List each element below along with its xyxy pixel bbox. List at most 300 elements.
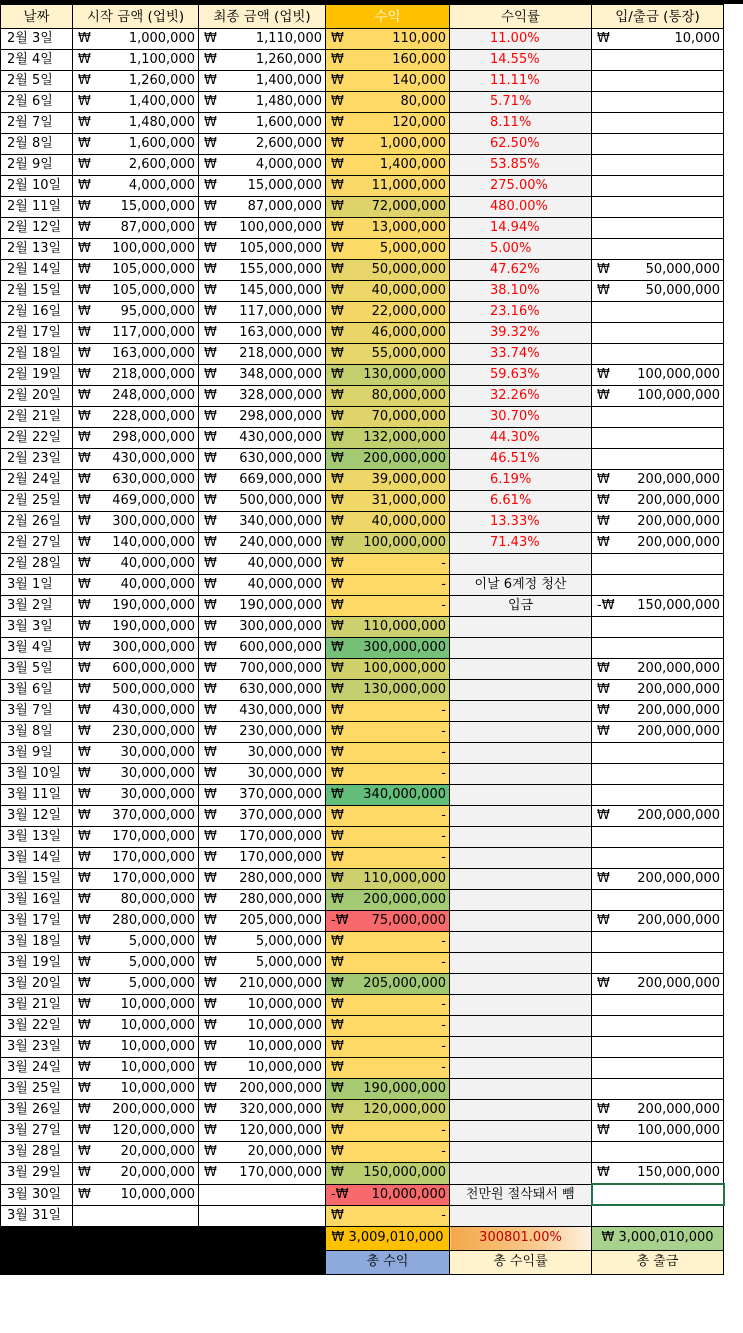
date-cell[interactable]: 3월 19일 (1, 953, 73, 974)
start-amount-cell[interactable] (73, 1205, 199, 1226)
start-amount-cell[interactable] (73, 113, 199, 134)
date-cell[interactable]: 2월 18일 (1, 344, 73, 365)
date-cell[interactable]: 3월 22일 (1, 1016, 73, 1037)
profit-cell[interactable] (326, 449, 450, 470)
deposit-withdraw-cell[interactable] (592, 1079, 724, 1100)
total-blank[interactable] (73, 1226, 199, 1250)
deposit-withdraw-cell[interactable] (592, 827, 724, 848)
deposit-withdraw-cell[interactable] (592, 743, 724, 764)
profit-cell[interactable] (326, 932, 450, 953)
end-amount-cell[interactable] (199, 974, 326, 995)
end-amount-cell[interactable] (199, 470, 326, 491)
rate-cell[interactable]: 6.61% (450, 491, 592, 512)
label-total-profit[interactable]: 총 수익 (326, 1250, 450, 1274)
deposit-withdraw-cell[interactable] (592, 659, 724, 680)
deposit-withdraw-cell[interactable] (592, 701, 724, 722)
profit-cell[interactable] (326, 1121, 450, 1142)
start-amount-cell[interactable] (73, 638, 199, 659)
start-amount-cell[interactable] (73, 827, 199, 848)
profit-cell[interactable] (326, 512, 450, 533)
date-cell[interactable]: 2월 19일 (1, 365, 73, 386)
rate-cell[interactable]: 71.43% (450, 533, 592, 554)
start-amount-cell[interactable] (73, 974, 199, 995)
date-cell[interactable]: 3월 30일 (1, 1184, 73, 1205)
date-cell[interactable]: 3월 3일 (1, 617, 73, 638)
rate-cell[interactable] (450, 743, 592, 764)
date-cell[interactable]: 2월 26일 (1, 512, 73, 533)
deposit-withdraw-cell[interactable] (592, 1163, 724, 1185)
start-amount-cell[interactable] (73, 1184, 199, 1205)
deposit-withdraw-cell[interactable] (592, 449, 724, 470)
deposit-withdraw-cell[interactable] (592, 239, 724, 260)
header-date[interactable]: 날짜 (1, 5, 73, 29)
start-amount-cell[interactable] (73, 449, 199, 470)
profit-cell[interactable] (326, 722, 450, 743)
profit-cell[interactable] (326, 953, 450, 974)
rate-cell[interactable]: 5.71% (450, 92, 592, 113)
date-cell[interactable]: 3월 11일 (1, 785, 73, 806)
deposit-withdraw-cell[interactable] (592, 764, 724, 785)
date-cell[interactable]: 3월 14일 (1, 848, 73, 869)
start-amount-cell[interactable] (73, 92, 199, 113)
start-amount-cell[interactable] (73, 953, 199, 974)
rate-cell[interactable] (450, 617, 592, 638)
start-amount-cell[interactable] (73, 344, 199, 365)
deposit-withdraw-cell[interactable] (592, 176, 724, 197)
rate-cell[interactable] (450, 680, 592, 701)
rate-cell[interactable]: 14.55% (450, 50, 592, 71)
end-amount-cell[interactable] (199, 428, 326, 449)
rate-cell[interactable]: 33.74% (450, 344, 592, 365)
date-cell[interactable]: 3월 17일 (1, 911, 73, 932)
start-amount-cell[interactable] (73, 239, 199, 260)
deposit-withdraw-cell[interactable] (592, 1016, 724, 1037)
deposit-withdraw-cell[interactable] (592, 806, 724, 827)
date-cell[interactable]: 3월 31일 (1, 1205, 73, 1226)
deposit-withdraw-cell[interactable] (592, 785, 724, 806)
start-amount-cell[interactable] (73, 911, 199, 932)
end-amount-cell[interactable] (199, 113, 326, 134)
rate-cell[interactable] (450, 785, 592, 806)
date-cell[interactable]: 3월 28일 (1, 1142, 73, 1163)
rate-cell[interactable] (450, 701, 592, 722)
profit-cell[interactable] (326, 365, 450, 386)
start-amount-cell[interactable] (73, 428, 199, 449)
end-amount-cell[interactable] (199, 1016, 326, 1037)
end-amount-cell[interactable] (199, 1184, 326, 1205)
date-cell[interactable]: 2월 7일 (1, 113, 73, 134)
end-amount-cell[interactable] (199, 50, 326, 71)
date-cell[interactable]: 3월 15일 (1, 869, 73, 890)
end-amount-cell[interactable] (199, 806, 326, 827)
end-amount-cell[interactable] (199, 1079, 326, 1100)
profit-cell[interactable] (326, 785, 450, 806)
profit-cell[interactable] (326, 176, 450, 197)
total-profit-cell[interactable]: ₩ 3,009,010,000 (326, 1226, 450, 1250)
rate-cell[interactable] (450, 974, 592, 995)
profit-cell[interactable] (326, 29, 450, 50)
rate-cell[interactable] (450, 1163, 592, 1185)
start-amount-cell[interactable] (73, 1058, 199, 1079)
note-cell[interactable]: 천만원 절삭돼서 뺌 (450, 1184, 592, 1205)
date-cell[interactable]: 3월 6일 (1, 680, 73, 701)
end-amount-cell[interactable] (199, 659, 326, 680)
date-cell[interactable]: 2월 15일 (1, 281, 73, 302)
rate-cell[interactable] (450, 1037, 592, 1058)
date-cell[interactable]: 3월 24일 (1, 1058, 73, 1079)
profit-cell[interactable] (326, 386, 450, 407)
deposit-withdraw-cell[interactable] (592, 533, 724, 554)
rate-cell[interactable] (450, 806, 592, 827)
profit-cell[interactable] (326, 239, 450, 260)
deposit-withdraw-cell[interactable] (592, 29, 724, 50)
end-amount-cell[interactable] (199, 29, 326, 50)
rate-cell[interactable]: 275.00% (450, 176, 592, 197)
profit-cell[interactable] (326, 764, 450, 785)
rate-cell[interactable] (450, 1058, 592, 1079)
rate-cell[interactable]: 11.00% (450, 29, 592, 50)
start-amount-cell[interactable] (73, 1121, 199, 1142)
end-amount-cell[interactable] (199, 71, 326, 92)
rate-cell[interactable] (450, 995, 592, 1016)
profit-cell[interactable] (326, 428, 450, 449)
deposit-withdraw-cell[interactable] (592, 596, 724, 617)
deposit-withdraw-cell[interactable] (592, 1121, 724, 1142)
date-cell[interactable]: 2월 22일 (1, 428, 73, 449)
profit-cell[interactable] (326, 533, 450, 554)
end-amount-cell[interactable] (199, 1058, 326, 1079)
date-cell[interactable]: 2월 6일 (1, 92, 73, 113)
label-total-rate[interactable]: 총 수익률 (450, 1250, 592, 1274)
deposit-withdraw-cell[interactable] (592, 1142, 724, 1163)
date-cell[interactable]: 3월 9일 (1, 743, 73, 764)
rate-cell[interactable] (450, 1205, 592, 1226)
deposit-withdraw-cell[interactable] (592, 638, 724, 659)
end-amount-cell[interactable] (199, 953, 326, 974)
deposit-withdraw-cell[interactable] (592, 281, 724, 302)
end-amount-cell[interactable] (199, 512, 326, 533)
start-amount-cell[interactable] (73, 890, 199, 911)
start-amount-cell[interactable] (73, 680, 199, 701)
rate-cell[interactable]: 8.11% (450, 113, 592, 134)
profit-cell[interactable] (326, 1100, 450, 1121)
start-amount-cell[interactable] (73, 1100, 199, 1121)
rate-cell[interactable]: 59.63% (450, 365, 592, 386)
profit-cell[interactable] (326, 806, 450, 827)
deposit-withdraw-cell[interactable] (592, 386, 724, 407)
deposit-withdraw-cell[interactable] (592, 491, 724, 512)
date-cell[interactable]: 3월 13일 (1, 827, 73, 848)
deposit-withdraw-cell[interactable] (592, 575, 724, 596)
deposit-withdraw-cell[interactable] (592, 1205, 724, 1226)
start-amount-cell[interactable] (73, 617, 199, 638)
profit-cell[interactable] (326, 1058, 450, 1079)
total-rate-cell[interactable]: 300801.00% (450, 1226, 592, 1250)
deposit-withdraw-cell[interactable] (592, 1100, 724, 1121)
profit-cell[interactable] (326, 701, 450, 722)
date-cell[interactable]: 2월 5일 (1, 71, 73, 92)
start-amount-cell[interactable] (73, 29, 199, 50)
profit-cell[interactable] (326, 995, 450, 1016)
date-cell[interactable]: 3월 18일 (1, 932, 73, 953)
deposit-withdraw-cell[interactable] (592, 1037, 724, 1058)
rate-cell[interactable]: 47.62% (450, 260, 592, 281)
end-amount-cell[interactable] (199, 1037, 326, 1058)
start-amount-cell[interactable] (73, 1037, 199, 1058)
rate-cell[interactable] (450, 932, 592, 953)
date-cell[interactable]: 3월 20일 (1, 974, 73, 995)
start-amount-cell[interactable] (73, 932, 199, 953)
end-amount-cell[interactable] (199, 701, 326, 722)
deposit-withdraw-cell[interactable] (592, 407, 724, 428)
deposit-withdraw-cell[interactable] (592, 365, 724, 386)
end-amount-cell[interactable] (199, 890, 326, 911)
deposit-withdraw-cell[interactable] (592, 323, 724, 344)
end-amount-cell[interactable] (199, 218, 326, 239)
rate-cell[interactable]: 5.00% (450, 239, 592, 260)
start-amount-cell[interactable] (73, 1016, 199, 1037)
end-amount-cell[interactable] (199, 827, 326, 848)
start-amount-cell[interactable] (73, 512, 199, 533)
deposit-withdraw-cell[interactable] (592, 911, 724, 932)
start-amount-cell[interactable] (73, 134, 199, 155)
end-amount-cell[interactable] (199, 407, 326, 428)
date-cell[interactable]: 3월 12일 (1, 806, 73, 827)
date-cell[interactable]: 2월 10일 (1, 176, 73, 197)
date-cell[interactable]: 2월 14일 (1, 260, 73, 281)
date-cell[interactable]: 3월 23일 (1, 1037, 73, 1058)
start-amount-cell[interactable] (73, 155, 199, 176)
deposit-withdraw-cell[interactable] (592, 113, 724, 134)
profit-cell[interactable] (326, 911, 450, 932)
start-amount-cell[interactable] (73, 197, 199, 218)
profit-cell[interactable] (326, 638, 450, 659)
date-cell[interactable]: 2월 13일 (1, 239, 73, 260)
rate-cell[interactable]: 62.50% (450, 134, 592, 155)
total-withdraw-cell[interactable]: ₩ 3,000,010,000 (592, 1226, 724, 1250)
profit-cell[interactable] (326, 617, 450, 638)
deposit-withdraw-cell[interactable] (592, 155, 724, 176)
deposit-withdraw-cell[interactable] (592, 512, 724, 533)
end-amount-cell[interactable] (199, 638, 326, 659)
end-amount-cell[interactable] (199, 617, 326, 638)
end-amount-cell[interactable] (199, 365, 326, 386)
date-cell[interactable]: 3월 10일 (1, 764, 73, 785)
deposit-withdraw-cell[interactable] (592, 554, 724, 575)
end-amount-cell[interactable] (199, 722, 326, 743)
start-amount-cell[interactable] (73, 50, 199, 71)
profit-cell[interactable] (326, 344, 450, 365)
date-cell[interactable]: 3월 8일 (1, 722, 73, 743)
start-amount-cell[interactable] (73, 470, 199, 491)
date-cell[interactable]: 2월 17일 (1, 323, 73, 344)
deposit-withdraw-cell[interactable] (592, 197, 724, 218)
profit-cell[interactable] (326, 596, 450, 617)
profit-cell[interactable] (326, 197, 450, 218)
deposit-withdraw-cell[interactable] (592, 218, 724, 239)
rate-cell[interactable] (450, 1121, 592, 1142)
profit-cell[interactable] (326, 1184, 450, 1205)
header-profit[interactable]: 수익 (326, 5, 450, 29)
profit-cell[interactable] (326, 113, 450, 134)
end-amount-cell[interactable] (199, 785, 326, 806)
date-cell[interactable]: 3월 5일 (1, 659, 73, 680)
rate-cell[interactable] (450, 953, 592, 974)
deposit-withdraw-cell[interactable] (592, 932, 724, 953)
start-amount-cell[interactable] (73, 1142, 199, 1163)
profit-cell[interactable] (326, 470, 450, 491)
profit-cell[interactable] (326, 1079, 450, 1100)
profit-cell[interactable] (326, 281, 450, 302)
profit-cell[interactable] (326, 407, 450, 428)
date-cell[interactable]: 3월 1일 (1, 575, 73, 596)
total-blank[interactable] (1, 1226, 73, 1250)
end-amount-cell[interactable] (199, 1121, 326, 1142)
date-cell[interactable]: 2월 4일 (1, 50, 73, 71)
rate-cell[interactable] (450, 848, 592, 869)
note-cell[interactable]: 이날 6계정 청산 (450, 575, 592, 596)
end-amount-cell[interactable] (199, 176, 326, 197)
end-amount-cell[interactable] (199, 260, 326, 281)
end-amount-cell[interactable] (199, 848, 326, 869)
deposit-withdraw-cell[interactable] (592, 995, 724, 1016)
deposit-withdraw-cell[interactable] (592, 680, 724, 701)
profit-cell[interactable] (326, 218, 450, 239)
end-amount-cell[interactable] (199, 134, 326, 155)
date-cell[interactable]: 2월 16일 (1, 302, 73, 323)
rate-cell[interactable] (450, 638, 592, 659)
start-amount-cell[interactable] (73, 722, 199, 743)
profit-cell[interactable] (326, 1205, 450, 1226)
rate-cell[interactable]: 53.85% (450, 155, 592, 176)
date-cell[interactable]: 2월 25일 (1, 491, 73, 512)
rate-cell[interactable] (450, 890, 592, 911)
date-cell[interactable]: 3월 2일 (1, 596, 73, 617)
start-amount-cell[interactable] (73, 575, 199, 596)
rate-cell[interactable]: 13.33% (450, 512, 592, 533)
start-amount-cell[interactable] (73, 1163, 199, 1185)
end-amount-cell[interactable] (199, 743, 326, 764)
rate-cell[interactable]: 480.00% (450, 197, 592, 218)
start-amount-cell[interactable] (73, 659, 199, 680)
date-cell[interactable]: 3월 26일 (1, 1100, 73, 1121)
deposit-withdraw-cell[interactable] (592, 890, 724, 911)
profit-cell[interactable] (326, 575, 450, 596)
rate-cell[interactable]: 44.30% (450, 428, 592, 449)
end-amount-cell[interactable] (199, 680, 326, 701)
rate-cell[interactable]: 14.94% (450, 218, 592, 239)
end-amount-cell[interactable] (199, 554, 326, 575)
profit-cell[interactable] (326, 890, 450, 911)
deposit-withdraw-cell[interactable] (592, 302, 724, 323)
date-cell[interactable]: 2월 28일 (1, 554, 73, 575)
rate-cell[interactable] (450, 1079, 592, 1100)
rate-cell[interactable] (450, 1016, 592, 1037)
end-amount-cell[interactable] (199, 764, 326, 785)
date-cell[interactable]: 3월 7일 (1, 701, 73, 722)
deposit-withdraw-cell[interactable] (592, 134, 724, 155)
rate-cell[interactable]: 30.70% (450, 407, 592, 428)
profit-cell[interactable] (326, 491, 450, 512)
deposit-withdraw-cell[interactable] (592, 260, 724, 281)
profit-cell[interactable] (326, 680, 450, 701)
profit-cell[interactable] (326, 554, 450, 575)
start-amount-cell[interactable] (73, 596, 199, 617)
rate-cell[interactable]: 38.10% (450, 281, 592, 302)
date-cell[interactable]: 2월 20일 (1, 386, 73, 407)
header-deposit-withdraw[interactable]: 입/출금 (통장) (592, 5, 724, 29)
start-amount-cell[interactable] (73, 848, 199, 869)
date-cell[interactable]: 3월 29일 (1, 1163, 73, 1185)
rate-cell[interactable]: 23.16% (450, 302, 592, 323)
end-amount-cell[interactable] (199, 1142, 326, 1163)
date-cell[interactable]: 2월 9일 (1, 155, 73, 176)
deposit-withdraw-cell[interactable] (592, 1184, 724, 1205)
end-amount-cell[interactable] (199, 323, 326, 344)
profit-cell[interactable] (326, 92, 450, 113)
start-amount-cell[interactable] (73, 554, 199, 575)
rate-cell[interactable] (450, 554, 592, 575)
profit-cell[interactable] (326, 302, 450, 323)
end-amount-cell[interactable] (199, 869, 326, 890)
end-amount-cell[interactable] (199, 155, 326, 176)
end-amount-cell[interactable] (199, 239, 326, 260)
date-cell[interactable]: 3월 16일 (1, 890, 73, 911)
end-amount-cell[interactable] (199, 92, 326, 113)
profit-cell[interactable] (326, 1163, 450, 1185)
date-cell[interactable]: 2월 3일 (1, 29, 73, 50)
date-cell[interactable]: 2월 24일 (1, 470, 73, 491)
profit-cell[interactable] (326, 323, 450, 344)
header-start-amount[interactable]: 시작 금액 (업빗) (73, 5, 199, 29)
deposit-withdraw-cell[interactable] (592, 428, 724, 449)
start-amount-cell[interactable] (73, 995, 199, 1016)
date-cell[interactable]: 2월 27일 (1, 533, 73, 554)
start-amount-cell[interactable] (73, 701, 199, 722)
deposit-withdraw-cell[interactable] (592, 92, 724, 113)
deposit-withdraw-cell[interactable] (592, 722, 724, 743)
rate-cell[interactable]: 39.32% (450, 323, 592, 344)
end-amount-cell[interactable] (199, 281, 326, 302)
end-amount-cell[interactable] (199, 344, 326, 365)
rate-cell[interactable]: 11.11% (450, 71, 592, 92)
deposit-withdraw-cell[interactable] (592, 71, 724, 92)
total-blank[interactable] (199, 1226, 326, 1250)
end-amount-cell[interactable] (199, 932, 326, 953)
deposit-withdraw-cell[interactable] (592, 848, 724, 869)
profit-cell[interactable] (326, 848, 450, 869)
profit-cell[interactable] (326, 71, 450, 92)
start-amount-cell[interactable] (73, 386, 199, 407)
profit-cell[interactable] (326, 1037, 450, 1058)
profit-cell[interactable] (326, 260, 450, 281)
profit-cell[interactable] (326, 1016, 450, 1037)
end-amount-cell[interactable] (199, 1100, 326, 1121)
rate-cell[interactable]: 46.51% (450, 449, 592, 470)
start-amount-cell[interactable] (73, 785, 199, 806)
start-amount-cell[interactable] (73, 1079, 199, 1100)
date-cell[interactable]: 3월 21일 (1, 995, 73, 1016)
end-amount-cell[interactable] (199, 911, 326, 932)
rate-cell[interactable]: 6.19% (450, 470, 592, 491)
start-amount-cell[interactable] (73, 806, 199, 827)
end-amount-cell[interactable] (199, 197, 326, 218)
deposit-withdraw-cell[interactable] (592, 869, 724, 890)
start-amount-cell[interactable] (73, 218, 199, 239)
rate-cell[interactable] (450, 827, 592, 848)
start-amount-cell[interactable] (73, 407, 199, 428)
profit-cell[interactable] (326, 827, 450, 848)
